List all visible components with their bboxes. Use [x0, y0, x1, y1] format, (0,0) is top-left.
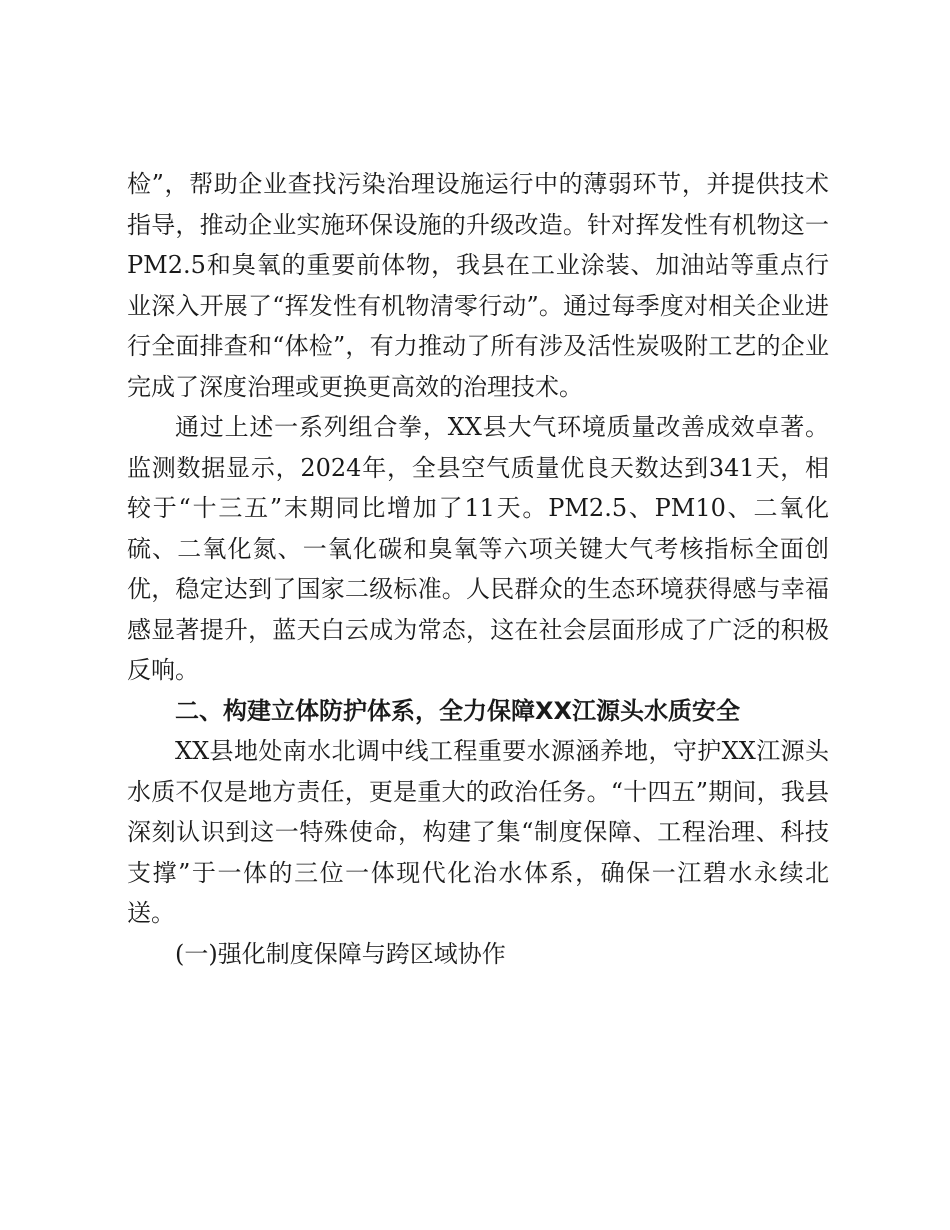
paragraph-water-protection: XX县地处南水北调中线工程重要水源涵养地，守护XX江源头水质不仅是地方责任，更是重大的政治任务。“十四五”期间，我县深刻认识到这一特殊使命，构建了集“制度保障、工程治理、科技支撑”于一体的三位一体现代化治水体系，确保一江碧水永续北送。: [127, 737, 829, 927]
paragraph-continued: 检”，帮助企业查找污染治理设施运行中的薄弱环节，并提供技术指导，推动企业实施环保设施的升级改造。针对挥发性有机物这一PM2.5和臭氧的重要前体物，我县在工业涂装、加油站等重点行业深入开展了“挥发性有机物清零行动”。通过每季度对相关企业进行全面排查和“体检”，有力推动了所有涉及活性炭吸附工艺的企业完成了深度治理或更换更高效的治理技术。: [127, 170, 829, 401]
subsection-heading: (一)强化制度保障与跨区域协作: [175, 939, 506, 968]
document-body: [127, 164, 829, 974]
section-heading: 二、构建立体防护体系，全力保障XX江源头水质安全: [175, 696, 741, 725]
paragraph-air-quality-results: 通过上述一系列组合拳，XX县大气环境质量改善成效卓著。监测数据显示，2024年，全县空气质量优良天数达到341天，相较于“十三五”末期同比增加了11天。PM2.5、PM10、二氧化硫、二氧化氮、一氧化碳和臭氧等六项关键大气考核指标全面创优，稳定达到了国家二级标准。人民群众的生态环境获得感与幸福感显著提升，蓝天白云成为常态，这在社会层面形成了广泛的积极反响。: [127, 413, 829, 684]
